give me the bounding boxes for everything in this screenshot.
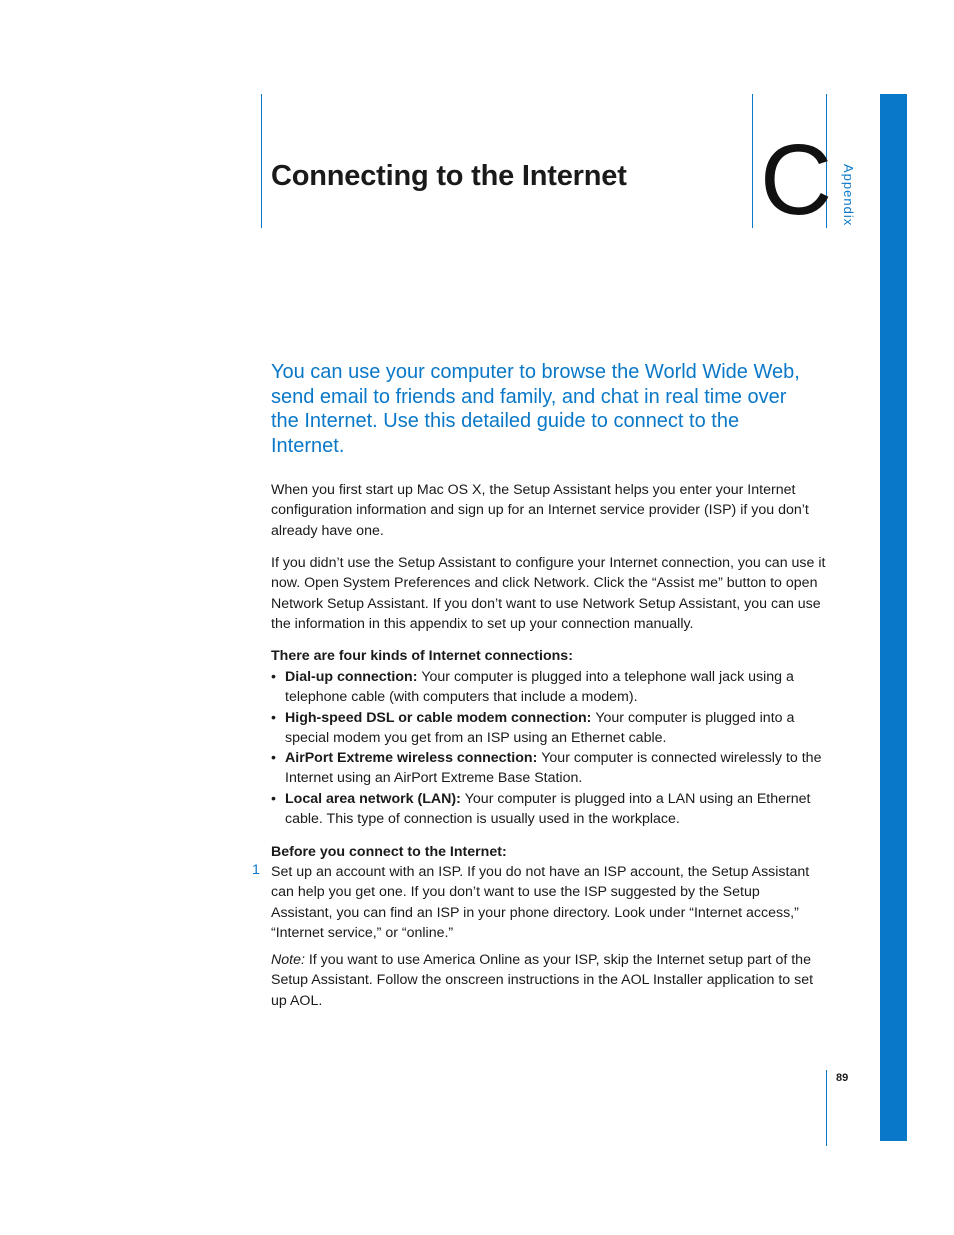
connections-list xyxy=(271,667,826,829)
step-number: 1 xyxy=(252,862,260,878)
page-number: 89 xyxy=(836,1072,849,1084)
paragraph-1: When you first start up Mac OS X, the Setup Assistant helps you enter your Internet configuration information and sign up for an Internet service provider (ISP) if you don’t already have one. xyxy=(271,482,809,539)
intro-text: You can use your computer to browse the World Wide Web, send email to friends and family, and chat in real time over the Internet. Use this detailed guide to connect to the Internet. xyxy=(271,361,800,458)
before-heading: Before you connect to the Internet: xyxy=(271,844,507,860)
bullet-marker: • xyxy=(271,669,276,685)
list-item xyxy=(271,667,826,708)
title-left-rule xyxy=(261,94,262,228)
chapter-letter: C xyxy=(760,124,833,236)
paragraph-2: If you didn’t use the Setup Assistant to configure your Internet connection, you can use it now. Open System Preferences and click Network. Click the “Assist me” button to open Network Setup Assistant. If you don’t want to use Network Setup Assistant, you can use the information in this appendix to set up your connection manually. xyxy=(271,555,826,632)
list-item-term: AirPort Extreme wireless connection: xyxy=(285,750,542,767)
note-label: Note: xyxy=(271,952,309,968)
bullet-marker: • xyxy=(271,790,276,807)
list-item-text: Your computer is plugged into a LAN using an Ethernet cable. This type of connection is usually used in the workplace. xyxy=(285,790,811,828)
bullet-marker: • xyxy=(271,709,276,726)
list-item-term: Local area network (LAN): xyxy=(285,790,465,807)
chapter-tab-bar xyxy=(880,94,907,1141)
list-item xyxy=(271,789,826,830)
bullet-marker: • xyxy=(271,750,276,767)
list-item-term: Dial-up connection: xyxy=(285,669,422,685)
page-number-rule xyxy=(826,1070,827,1146)
list-item xyxy=(271,748,826,789)
connections-heading: There are four kinds of Internet connections: xyxy=(271,648,573,664)
note xyxy=(271,950,826,1011)
list-item-text: Your computer is plugged into a telephone wall jack using a telephone cable (with computers that include a modem). xyxy=(285,669,794,706)
list-item-text: Your computer is connected wirelessly to the Internet using an AirPort Extreme Base Station. xyxy=(285,750,822,787)
note-text: If you want to use America Online as your ISP, skip the Internet setup part of the Setup Assistant. Follow the onscreen instructions in the AOL Installer application to set up AOL. xyxy=(271,952,814,1009)
step-text: Set up an account with an ISP. If you do not have an ISP account, the Setup Assistant can help you get one. If you don’t want to use the ISP suggested by the Setup Assistant, you can find an ISP in your phone directory. Look under “Internet access,” “Internet service,” or “online.” xyxy=(271,864,810,941)
chapter-title: Connecting to the Internet xyxy=(271,160,627,192)
list-item-term: High-speed DSL or cable modem connection: xyxy=(285,709,596,726)
list-item xyxy=(271,708,826,749)
list-item-text: Your computer is plugged into a special modem you get from an ISP using an Ethernet cable. xyxy=(285,709,795,746)
appendix-label: Appendix xyxy=(841,163,856,227)
letter-left-rule xyxy=(752,94,753,228)
